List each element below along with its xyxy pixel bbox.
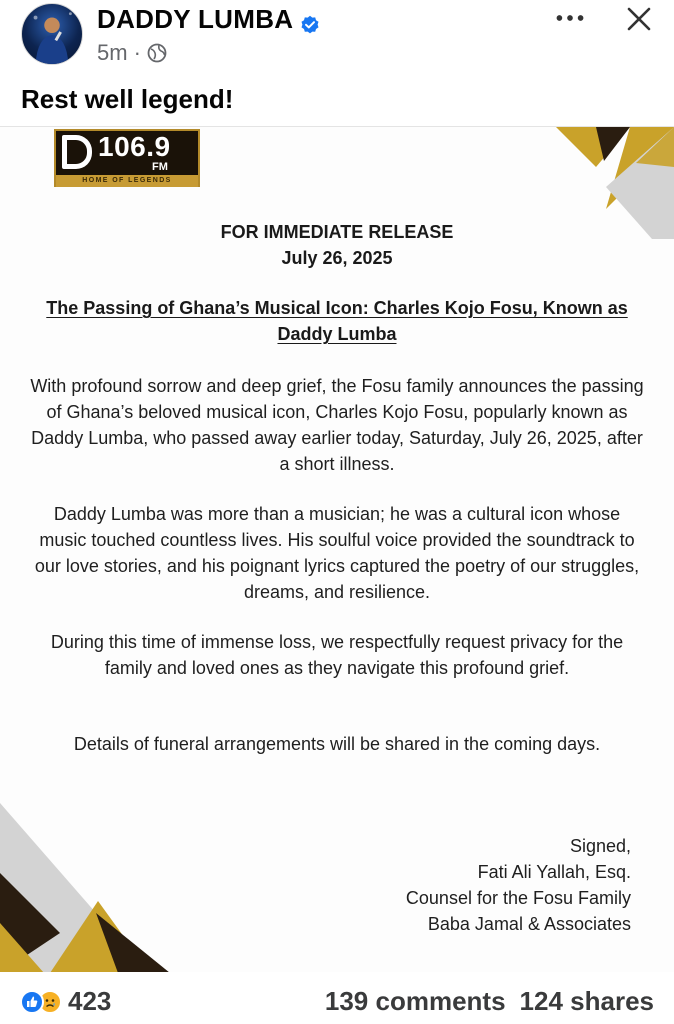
like-reaction-icon [20,990,44,1014]
release-heading [0,219,674,271]
more-options-button[interactable] [553,4,587,32]
logo-frequency: 106.9 [98,131,171,162]
post-time[interactable]: 5m [97,40,128,65]
release-heading-label: FOR IMMEDIATE RELEASE [220,222,454,242]
author-name-text[interactable]: DADDY LUMBA [97,4,294,34]
release-paragraph: With profound sorrow and deep grief, the Fosu family announces the passing of Ghana’s beloved musical icon, Charles Kojo Fosu, popularly known as Daddy Lumba, who passed away earlier today, Saturday, July 26, 2025, after a short illness. [30,376,644,474]
logo-band: FM [152,161,168,173]
release-title: The Passing of Ghana’s Musical Icon: Charles Kojo Fosu, Known as Daddy Lumba [46,298,628,344]
reaction-count[interactable]: 423 [68,986,112,1016]
footer-stats [325,986,654,1017]
close-icon [626,6,652,32]
corner-decoration-bottom-left [0,803,170,973]
release-paragraph: Daddy Lumba was more than a musician; he was a cultural icon whose music touched countless lives. His soulful voice provided the soundtrack to our love stories, and his poignant lyrics captured the poetry of our struggles, dreams, and resilience. [34,504,640,602]
signature-line: Fati Ali Yallah, Esq. [477,862,631,882]
post-header [0,0,674,80]
signature-block [406,833,631,937]
press-release-image[interactable] [0,126,674,973]
verified-badge-icon [300,11,320,31]
release-paragraph: During this time of immense loss, we respectfully request privacy for the family and loved ones as they navigate this profound grief. [50,632,624,678]
post-meta [97,40,167,66]
shares-count-link[interactable]: 124 shares [519,986,654,1016]
comments-count-link[interactable]: 139 comments [324,986,506,1016]
signature-line: Signed, [569,836,631,856]
reactions-summary[interactable] [20,986,111,1017]
avatar-image [22,4,82,64]
signature-line: Baba Jamal & Associates [427,914,631,934]
close-button[interactable] [624,4,654,34]
globe-icon[interactable] [147,43,167,63]
post-caption: Rest well legend! [21,84,234,114]
release-date: July 26, 2025 [281,248,393,268]
logo-d-mark [62,135,92,169]
more-dots-icon [555,13,585,23]
avatar[interactable] [21,3,83,65]
logo-tagline: HOME OF LEGENDS [56,175,198,187]
meta-separator: · [133,40,141,65]
signature-line: Counsel for the Fosu Family [405,888,631,908]
radio-logo [54,129,200,187]
post-footer [0,972,674,1024]
release-paragraph: Details of funeral arrangements will be shared in the coming days. [73,734,601,754]
author-name[interactable] [97,4,320,35]
